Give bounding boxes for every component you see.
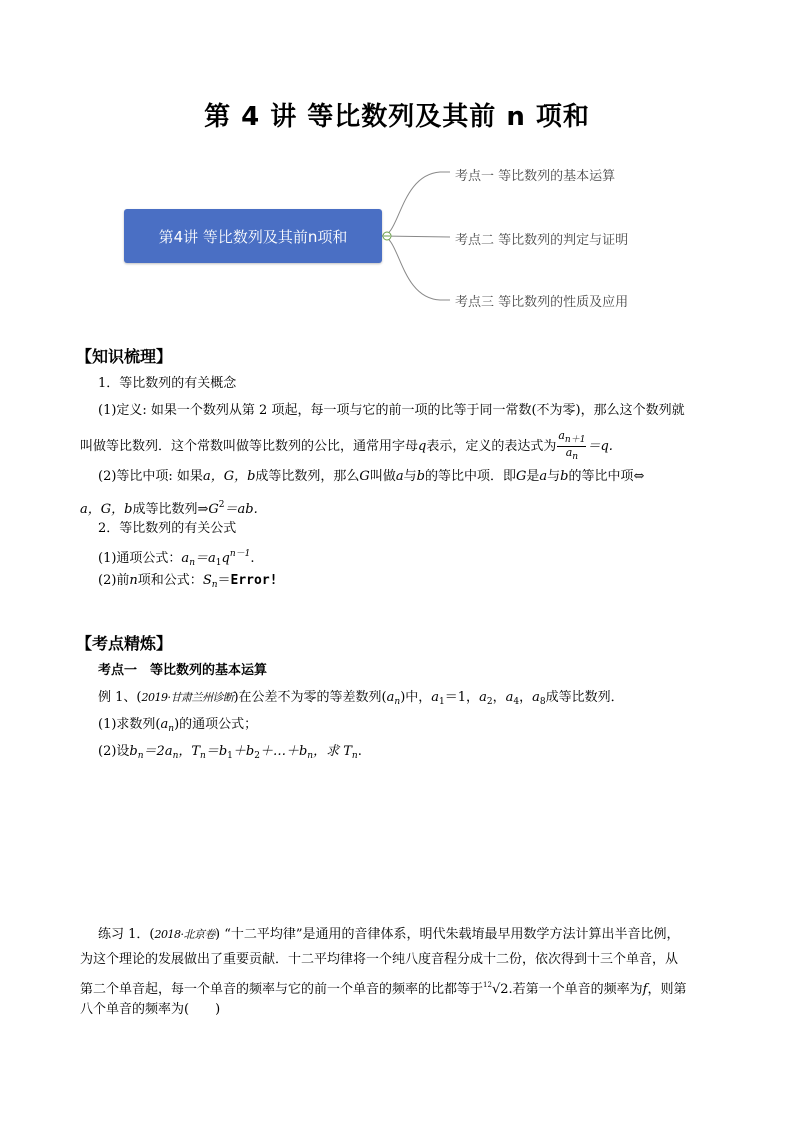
general-term-formula: (1)通项公式：$a_n=a_1q^{n-1}$. xyxy=(98,549,255,568)
exam-heading: 【考点精炼】 xyxy=(76,634,173,653)
knowledge-heading: 【知识梳理】 xyxy=(76,347,173,366)
mind-map-connectors xyxy=(0,150,794,320)
question-1: (1)求数列$(a_n)$的通项公式； xyxy=(98,717,258,734)
practice-1-line-3: 第二个单音起，每一个单音的频率与它的前一个单音的频率的比都等于$^{12}$√2.若第一个单音的频率为f，则第 xyxy=(80,981,687,997)
geometric-mean-line-1: (2)等比中项: 如果a，G，b成等比数列，那么G叫做a与b的等比中项．即G是a与b的等比中项⇔ xyxy=(98,469,645,484)
item2-title: 2．等比数列的有关公式 xyxy=(98,521,237,536)
mind-map-node-3: 考点三 等比数列的性质及应用 xyxy=(455,295,629,310)
item1-title: 1．等比数列的有关概念 xyxy=(98,376,237,391)
example-1: 例 1、(2019·甘肃兰州诊断)在公差不为零的等差数列$(a_n)$中，$a_1=1$，$a_2$，$a_4$，$a_8$成等比数列． xyxy=(98,690,624,707)
geometric-mean-line-2: a，G，b成等比数列$\Rightarrow G^2=ab$. xyxy=(80,500,258,517)
page-title: 第 4 讲 等比数列及其前 n 项和 xyxy=(204,102,590,132)
mind-map-node-2: 考点二 等比数列的判定与证明 xyxy=(455,233,629,248)
exam-point-1: 考点一 等比数列的基本运算 xyxy=(98,663,268,678)
practice-1-line-4: 八个单音的频率为( ) xyxy=(80,1002,221,1017)
definition-line-1: (1)定义: 如果一个数列从第 2 项起，每一项与它的前一项的比等于同一常数(不为零)，那么这个数列就 xyxy=(98,403,685,418)
practice-1-line-1: 练习 1．(2018·北京卷) “十二平均律”是通用的音律体系，明代朱载堉最早用数学方法计算出半音比例， xyxy=(98,927,680,942)
question-2: (2)设$b_n=2a_n$，$T_n=b_1+b_2+\dots+b_n$，求 $T_n$. xyxy=(98,744,362,761)
definition-line-2: 叫做等比数列．这个常数叫做等比数列的公比，通常用字母q表示，定义的表达式为 $\frac{a_{n+1}}{a_n}$ ＝q. xyxy=(80,429,613,462)
mind-map xyxy=(0,150,794,320)
ratio-fraction: $\frac{a_{n+1}}{a_n}$ xyxy=(558,429,586,462)
mind-map-root: 第4讲 等比数列及其前n项和 xyxy=(124,209,382,263)
practice-1-line-2: 为这个理论的发展做出了重要贡献．十二平均律将一个纯八度音程分成十二份，依次得到十三个单音，从 xyxy=(80,952,679,967)
sum-formula: (2)前n项和公式：$S_n=Error$! xyxy=(98,573,278,590)
mind-map-node-1: 考点一 等比数列的基本运算 xyxy=(455,169,616,184)
